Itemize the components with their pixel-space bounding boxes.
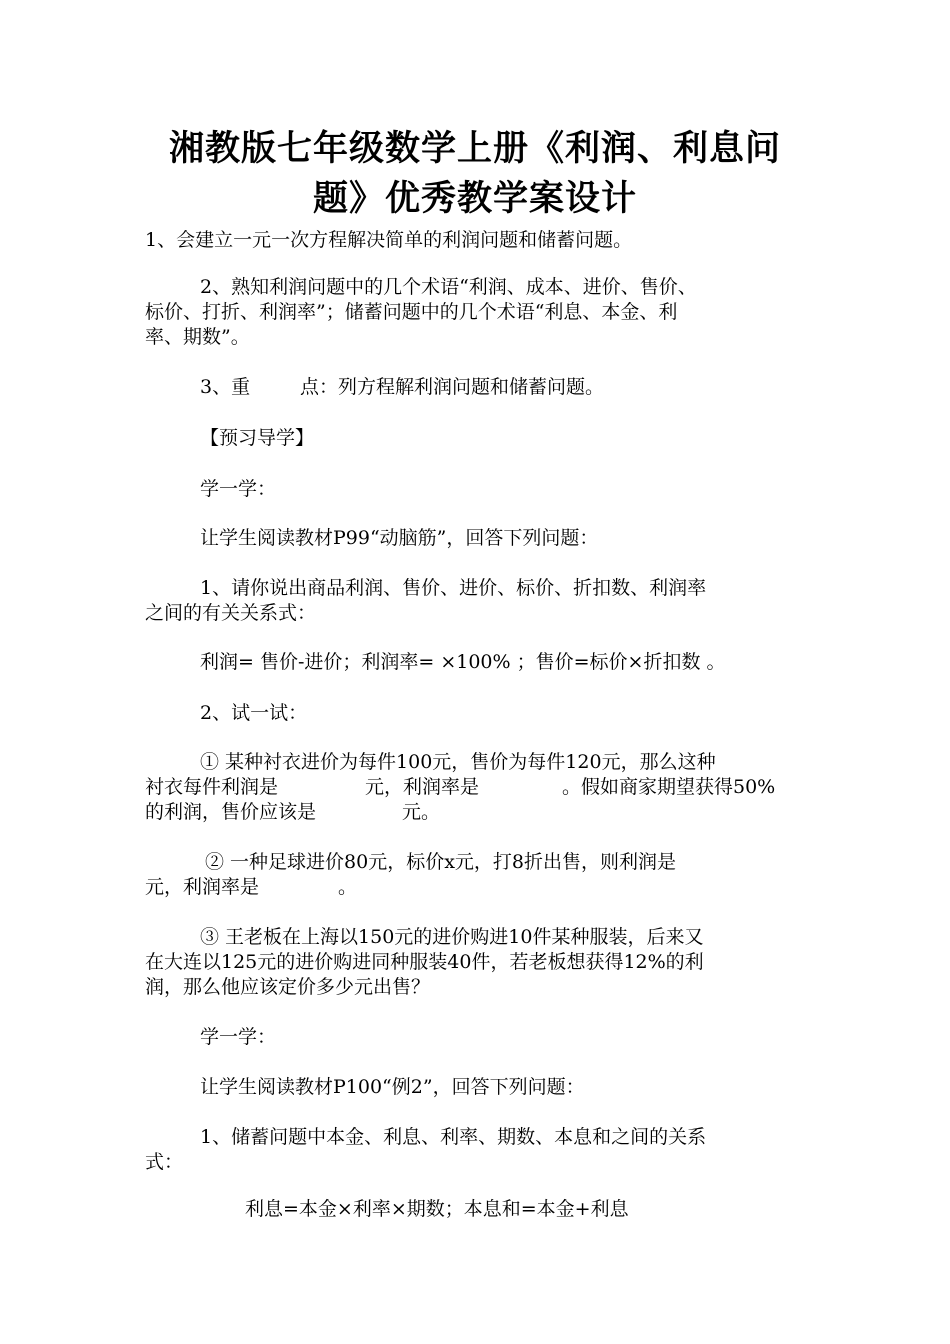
reading-instruction-2: 让学生阅读教材P100“例2”，回答下列问题： [200, 1076, 585, 1098]
exercise-3-line-2: 在大连以125元的进价购进同种服装40件，若老板想获得12%的利 [145, 951, 704, 973]
exercise-2-line-1: ② 一种足球进价80元，标价x元，打8折出售，则利润是 [205, 851, 677, 873]
key-point-text: 点：列方程解利润问题和储蓄问题。 [300, 376, 605, 398]
question-1-line-2: 之间的有关关系式： [145, 602, 317, 624]
section-heading-preview: 【预习导学】 [200, 427, 315, 449]
exercise-1-line-2-part-1: 衬衣每件利润是 [145, 776, 279, 798]
subheading-learn-1: 学一学： [200, 478, 277, 500]
interest-formula: 利息=本金×利率×期数；本息和=本金+利息 [245, 1198, 629, 1220]
exercise-3-line-1: ③ 王老板在上海以150元的进价购进10件某种服装，后来又 [200, 926, 704, 948]
key-point-label: 3、重 [200, 376, 251, 398]
savings-question-line-2: 式： [145, 1151, 184, 1173]
document-title-line-1: 湘教版七年级数学上册《利润、利息问 [168, 129, 781, 169]
exercise-1-line-1: ① 某种衬衣进价为每件100元，售价为每件120元，那么这种 [200, 751, 716, 773]
exercise-3-line-3: 润，那么他应该定价多少元出售？ [145, 976, 431, 998]
objective-2-line-3: 率、期数”。 [145, 326, 250, 348]
subheading-try: 2、试一试： [200, 702, 308, 724]
exercise-2-line-2-part-1: 元，利润率是 [145, 876, 260, 898]
exercise-1-line-3-part-1: 的利润，售价应该是 [145, 801, 317, 823]
reading-instruction-1: 让学生阅读教材P99“动脑筋”，回答下列问题： [200, 527, 599, 549]
objective-1: 1、会建立一元一次方程解决简单的利润问题和储蓄问题。 [145, 229, 633, 251]
exercise-2-line-2-part-2: 。 [338, 876, 358, 898]
exercise-1-line-3-part-2: 元。 [402, 801, 441, 823]
savings-question-line-1: 1、储蓄问题中本金、利息、利率、期数、本息和之间的关系 [200, 1126, 707, 1148]
document-title-line-2: 题》优秀教学案设计 [312, 179, 637, 219]
objective-2-line-1: 2、熟知利润问题中的几个术语“利润、成本、进价、售价、 [200, 276, 697, 298]
objective-2-line-2: 标价、打折、利润率”；储蓄问题中的几个术语“利息、本金、利 [145, 301, 678, 323]
exercise-1-line-2-part-3: 。假如商家期望获得50% [562, 776, 776, 798]
question-1-line-1: 1、请你说出商品利润、售价、进价、标价、折扣数、利润率 [200, 577, 707, 599]
exercise-1-line-2-part-2: 元，利润率是 [365, 776, 480, 798]
subheading-learn-2: 学一学： [200, 1026, 277, 1048]
profit-formula: 利润= 售价-进价；利润率= ×100% ；售价=标价×折扣数 。 [200, 651, 726, 673]
